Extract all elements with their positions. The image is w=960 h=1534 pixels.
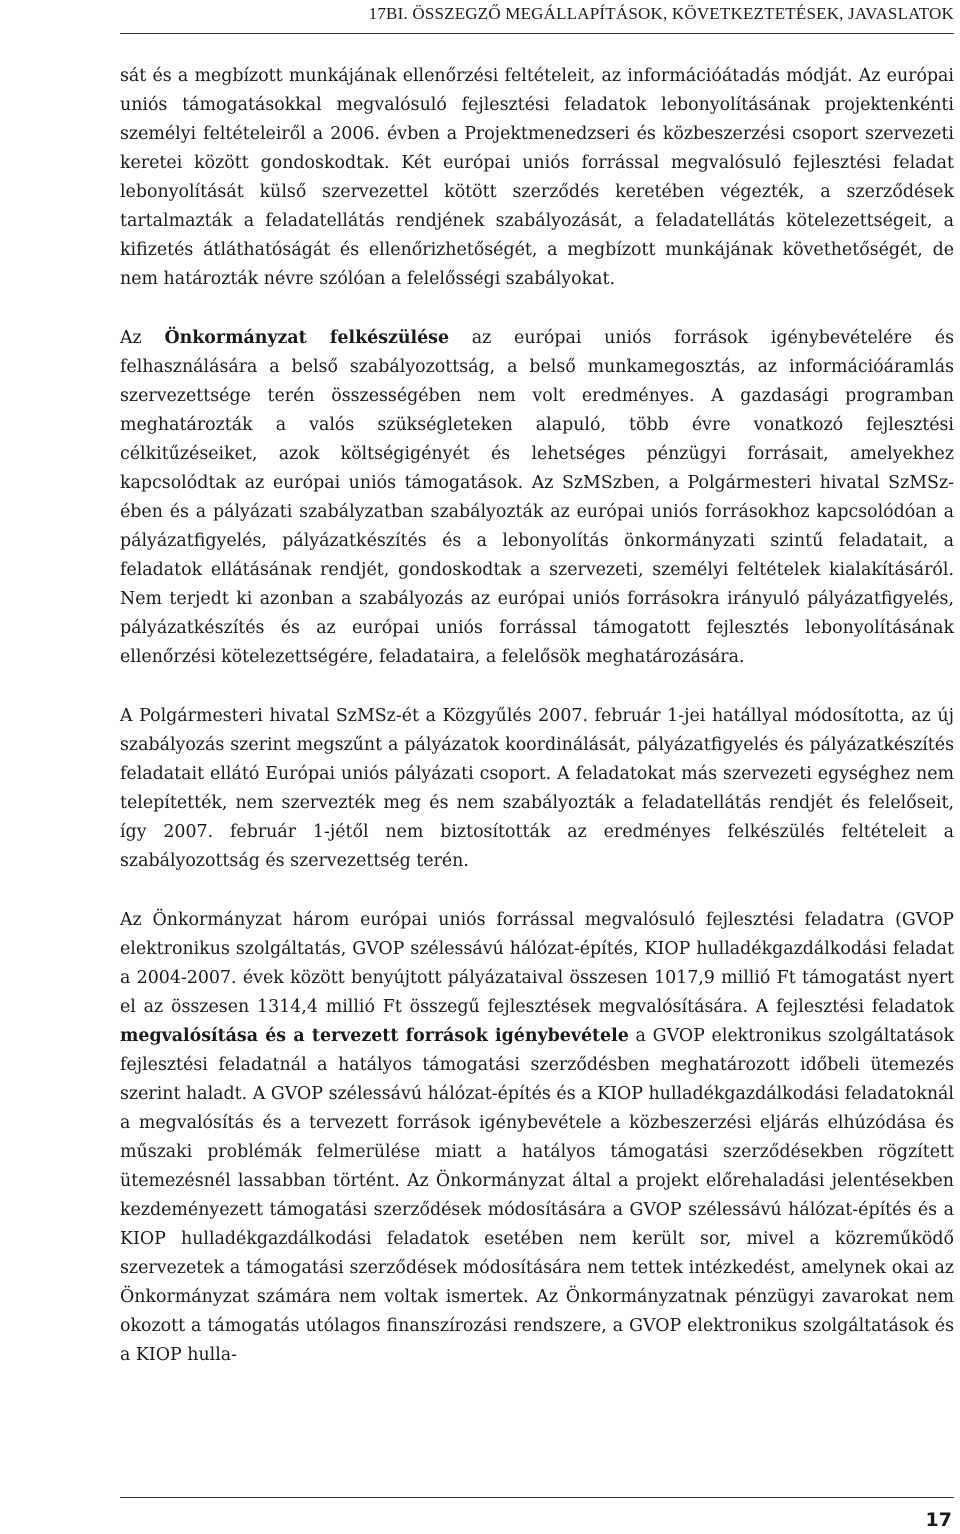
- paragraph-2-text-start: Az: [120, 328, 165, 348]
- paragraph-3-text: A Polgármesteri hivatal SzMSz-ét a Közgyűlés 2007. február 1-jei hatállyal módosította, az új szabályozás szerint megszűnt a pályázatok koordinálását, pályázatfigyelés és pályázatkészítés feladatait ellátó Európai uniós pályázati csoport. A feladatokat más szervezeti egységhez nem telepítették, nem szervezték meg és nem szabályozták a feladatellátás rendjét és felelőseit, így 2007. február 1-jétől nem biztosították az eredményes felkészülés feltételeit a szabályozottság és szervezettség terén.: [120, 706, 954, 871]
- paragraph-4: [120, 906, 954, 1370]
- footer-divider: [120, 1497, 954, 1498]
- paragraph-4-emphasis: megvalósítása és a tervezett források igénybevétele: [120, 1026, 629, 1046]
- paragraph-3: [120, 702, 954, 876]
- header-divider: [120, 33, 954, 34]
- page-number: 17: [925, 1509, 952, 1531]
- paragraph-4-text-start: Az Önkormányzat három európai uniós forrással megvalósuló fejlesztési feladatra (GVOP elektronikus szolgáltatás, GVOP szélessávú hálózat-építés, KIOP hulladékgazdálkodási feladat a 2004-2007. évek között benyújtott pályázataival összesen 1017,9 millió Ft támogatást nyert el az összesen 1314,4 millió Ft összegű fejlesztések megvalósítására. A fejlesztési feladatok: [120, 910, 954, 1017]
- paragraph-4-text-rest: a GVOP elektronikus szolgáltatások fejlesztési feladatnál a hatályos támogatási szerződésben meghatározott időbeli ütemezés szerint haladt. A GVOP szélessávú hálózat-építés és a KIOP hulladékgazdálkodási feladatoknál a megvalósítás és a tervezett források igénybevétele a közbeszerzési eljárás elhúzódása és műszaki problémák felmerülése miatt a hatályos támogatási szerződésekben rögzített ütemezésnél lassabban történt. Az Önkormányzat által a projekt előrehaladási jelentésekben kezdeményezett támogatási szerződések módosítására a GVOP szélessávú hálózat-építés és a KIOP hulladékgazdálkodási feladatok esetében nem került sor, mivel a közreműködő szervezetek a támogatási szerződések módosítására nem tettek intézkedést, amelynek okai az Önkormányzat számára nem voltak ismertek. Az Önkormányzatnak pénzügyi zavarokat nem okozott a támogatás utólagos finanszírozási rendszere, a GVOP elektronikus szolgáltatások és a KIOP hulla-: [120, 1026, 954, 1365]
- paragraph-2: [120, 324, 954, 672]
- paragraph-2-emphasis: Önkormányzat felkészülése: [164, 328, 450, 348]
- paragraph-1: [120, 62, 954, 294]
- paragraph-1-text: sát és a megbízott munkájának ellenőrzési feltételeit, az információátadás módját. Az európai uniós támogatásokkal megvalósuló fejlesztési feladatok lebonyolításának projektenkénti személyi feltételeiről a 2006. évben a Projektmenedzseri és közbeszerzési csoport szervezeti keretei között gondoskodtak. Két európai uniós forrással megvalósuló fejlesztési feladat lebonyolítását külső szervezettel kötött szerződés keretében végezték, a szerződések tartalmazták a feladatellátás rendjének szabályozását, a feladatellátás kötelezettségeit, a kifizetés átláthatóságát és ellenőrizhetőségét, a megbízott munkájának követhetőségét, de nem határozták névre szólóan a felelősségi szabályokat.: [120, 66, 954, 289]
- paragraph-2-text-rest: az európai uniós források igénybevételére és felhasználására a belső szabályozottság, a belső munkamegosztás, az információáramlás szervezettsége terén összességében nem volt eredményes. A gazdasági programban meghatározták a valós szükségleteken alapuló, több évre vonatkozó fejlesztési célkitűzéseiket, azok költségigényét és lehetséges pénzügyi forrásait, amelyekhez kapcsolódtak az európai uniós támogatások. Az SzMSzben, a Polgármesteri hivatal SzMSz-ében és a pályázati szabályzatban szabályozták az európai uniós forrásokhoz kapcsolódóan a pályázatfigyelés, pályázatkészítés és a lebonyolítás önkormányzati szintű feladatait, a feladatok ellátásának rendjét, gondoskodtak a szervezeti, személyi feltételek kialakításáról. Nem terjedt ki azonban a szabályozás az európai uniós forrásokra irányuló pályázatfigyelés, pályázatkészítés és az európai uniós forrással támogatott fejlesztés lebonyolításának ellenőrzési kötelezettségére, feladataira, a felelősök meghatározására.: [120, 328, 955, 667]
- running-header: 17BI. ÖSSZEGZŐ MEGÁLLAPÍTÁSOK, KÖVETKEZTETÉSEK, JAVASLATOK: [368, 4, 954, 23]
- page-body: [120, 62, 954, 1400]
